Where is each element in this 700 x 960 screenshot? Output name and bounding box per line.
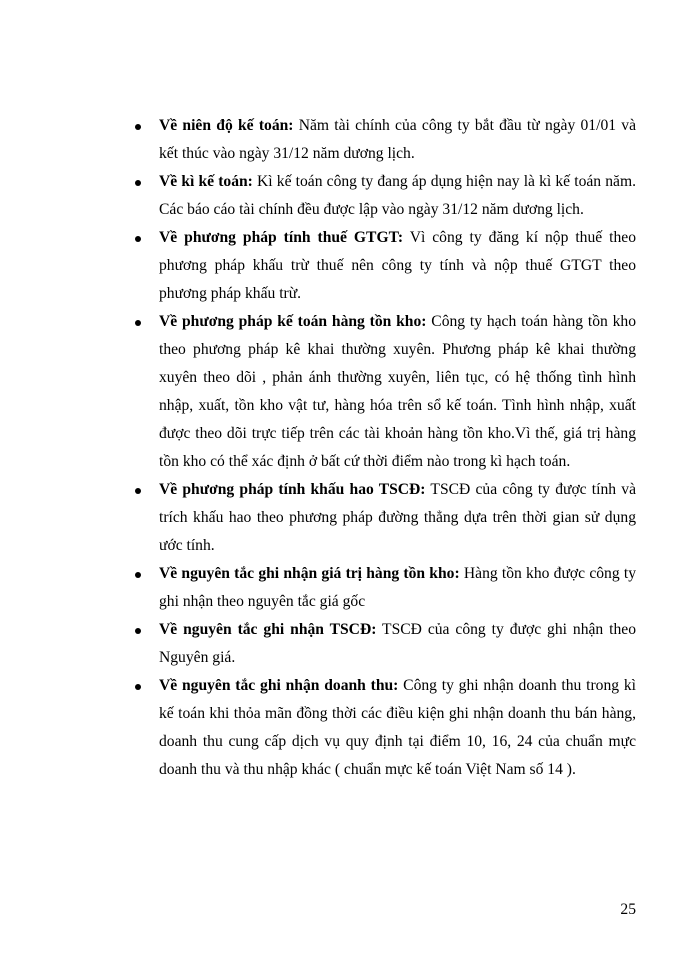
item-text: Vì công ty đăng kí nộp thuế theo phương pháp khấu trừ thuế nên công ty tính và nộp thuế GTGT theo phương pháp khấu trừ. bbox=[159, 229, 636, 302]
list-item bbox=[132, 308, 636, 476]
bullet-icon bbox=[135, 124, 141, 130]
item-label: Về phương pháp tính khấu hao TSCĐ: bbox=[159, 481, 426, 498]
bullet-icon bbox=[135, 320, 141, 326]
item-label: Về nguyên tắc ghi nhận doanh thu: bbox=[159, 677, 399, 694]
bullet-icon bbox=[135, 628, 141, 634]
list-item bbox=[132, 168, 636, 224]
item-text: Hàng tồn kho được công ty ghi nhận theo nguyên tắc giá gốc bbox=[159, 565, 637, 610]
item-text: TSCĐ của công ty được ghi nhận theo Nguyên giá. bbox=[159, 621, 636, 666]
bullet-icon bbox=[135, 236, 141, 242]
page-number: 25 bbox=[620, 901, 636, 918]
item-text: Năm tài chính của công ty bắt đầu từ ngày 01/01 và kết thúc vào ngày 31/12 năm dương lịch. bbox=[159, 117, 636, 162]
list-item bbox=[132, 112, 636, 168]
bullet-icon bbox=[135, 572, 141, 578]
list-item bbox=[132, 672, 636, 784]
item-label: Về nguyên tắc ghi nhận giá trị hàng tồn kho: bbox=[159, 565, 460, 582]
item-text: Công ty ghi nhận doanh thu trong kì kế toán khi thỏa mãn đồng thời các điều kiện ghi nhận doanh thu bán hàng, doanh thu cung cấp dịch vụ quy định tại điểm 10, 16, 24 của chuẩn mực doanh thu và thu nhập khác ( chuẩn mực kế toán Việt Nam số 14 ). bbox=[159, 677, 636, 778]
item-label: Về phương pháp tính thuế GTGT: bbox=[159, 229, 404, 246]
item-text: Công ty hạch toán hàng tồn kho theo phương pháp kê khai thường xuyên. Phương pháp kê khai thường xuyên theo dõi , phản ánh thường xuyên, liên tục, có hệ thống tình hình nhập, xuất, tồn kho vật tư, hàng hóa trên sổ kế toán. Tình hình nhập, xuất được theo dõi trực tiếp trên các tài khoản hàng tồn kho.Vì thế, giá trị hàng tồn kho có thể xác định ở bất cứ thời điểm nào trong kì hạch toán. bbox=[159, 313, 636, 470]
item-text: Kì kế toán công ty đang áp dụng hiện nay là kì kế toán năm. Các báo cáo tài chính đều được lập vào ngày 31/12 năm dương lịch. bbox=[159, 173, 636, 218]
item-label: Về nguyên tắc ghi nhận TSCĐ: bbox=[159, 621, 377, 638]
item-text: TSCĐ của công ty được tính và trích khấu hao theo phương pháp đường thẳng dựa trên thời gian sử dụng ước tính. bbox=[159, 481, 636, 554]
item-label: Về niên độ kế toán: bbox=[159, 117, 294, 134]
item-label: Về kì kế toán: bbox=[159, 173, 253, 190]
list-item bbox=[132, 616, 636, 672]
list-item bbox=[132, 224, 636, 308]
list-item bbox=[132, 476, 636, 560]
item-label: Về phương pháp kế toán hàng tồn kho: bbox=[159, 313, 427, 330]
bullet-icon bbox=[135, 684, 141, 690]
list-item bbox=[132, 560, 636, 616]
bullet-icon bbox=[135, 488, 141, 494]
accounting-policy-list bbox=[132, 112, 636, 784]
bullet-icon bbox=[135, 180, 141, 186]
